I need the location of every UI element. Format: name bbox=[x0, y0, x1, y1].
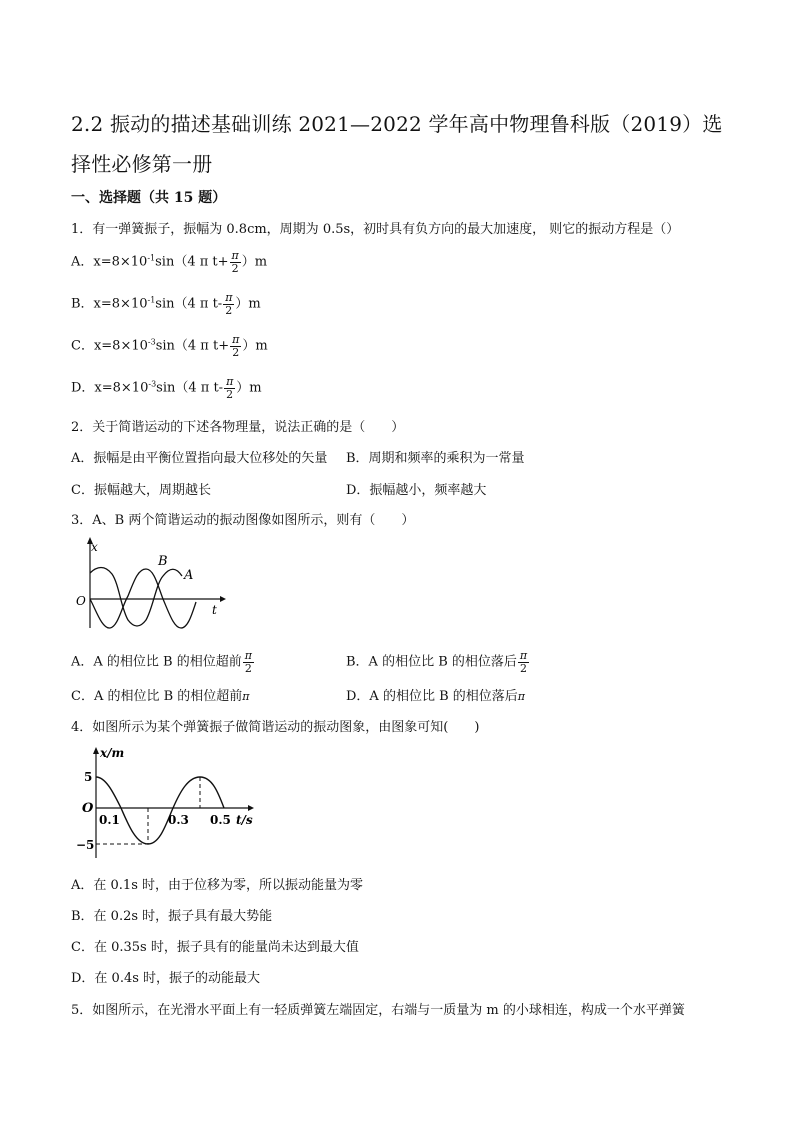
q4-t-arrow bbox=[248, 805, 254, 811]
q3a-fraction bbox=[243, 650, 254, 674]
q4-y-bottom-tick: −5 bbox=[76, 838, 95, 852]
fraction-numerator: π bbox=[519, 649, 528, 662]
q3-vibration-graph bbox=[70, 536, 230, 636]
q3-stem: 3．A、B 两个简谐运动的振动图像如图所示，则有（ ） bbox=[71, 513, 415, 528]
q2-option-c[interactable]: C．振幅越大，周期越长 bbox=[71, 483, 211, 498]
q1c-fraction bbox=[230, 334, 241, 358]
q3d-pi: π bbox=[517, 690, 525, 703]
q3-t-arrow bbox=[220, 596, 226, 602]
q4-option-c[interactable]: C．在 0.35s 时，振子具有的能量尚未达到最大值 bbox=[71, 940, 359, 955]
q4-x-tick-0.3: 0.3 bbox=[168, 813, 189, 827]
q4-curve bbox=[96, 777, 224, 844]
q1-option-a[interactable] bbox=[71, 250, 267, 274]
q4-vibration-graph bbox=[72, 742, 262, 860]
q1a-mid: sin（4 π t+ bbox=[155, 254, 229, 270]
q5-stem: 5．如图所示，在光滑水平面上有一轻质弹簧左端固定，右端与一质量为 m 的小球相连，构成一个水平弹簧 bbox=[71, 1003, 685, 1018]
q1d-fraction bbox=[224, 376, 235, 400]
q4-stem: 4．如图所示为某个弹簧振子做简谐运动的振动图象，由图象可知( ) bbox=[71, 720, 480, 735]
fraction-numerator: π bbox=[244, 649, 252, 662]
q4-t-label: t/s bbox=[236, 813, 253, 827]
q2-stem: 2．关于简谐运动的下述各物理量，说法正确的是（ ） bbox=[71, 420, 405, 435]
q3b-text: B．A 的相位比 B 的相位落后 bbox=[346, 654, 517, 670]
q3-t-label: t bbox=[212, 603, 217, 617]
fraction-denominator: 2 bbox=[520, 661, 528, 675]
fraction-denominator: 2 bbox=[244, 661, 252, 675]
section-heading: 一、选择题（共 15 题） bbox=[71, 190, 227, 206]
q3-curve-b-label: B bbox=[158, 554, 168, 569]
q1a-post: ）m bbox=[241, 254, 268, 270]
fraction-denominator: 2 bbox=[226, 387, 234, 401]
fraction-denominator: 2 bbox=[231, 261, 239, 275]
q1a-pre: A．x=8×10 bbox=[71, 254, 148, 270]
q3-option-d[interactable] bbox=[346, 685, 525, 704]
q1d-pre: D．x=8×10 bbox=[71, 380, 149, 396]
q1-option-c[interactable] bbox=[71, 334, 268, 358]
q1-option-d[interactable] bbox=[71, 376, 262, 400]
q4-y-label: x/m bbox=[100, 746, 125, 760]
doc-title-line2: 择性必修第一册 bbox=[71, 152, 213, 176]
q1-stem: 1．有一弹簧振子，振幅为 0.8cm，周期为 0.5s，初时具有负方向的最大加速度， 则它的振动方程是（） bbox=[71, 222, 680, 237]
q1d-post: ）m bbox=[236, 380, 262, 396]
q4-option-b[interactable]: B．在 0.2s 时，振子具有最大势能 bbox=[71, 909, 273, 924]
q1b-pre: B．x=8×10 bbox=[71, 296, 148, 312]
q1c-post: ）m bbox=[242, 338, 268, 354]
q1d-exp: -3 bbox=[148, 379, 157, 389]
q2-option-a[interactable]: A．振幅是由平衡位置指向最大位移处的矢量 bbox=[71, 451, 328, 466]
q3-x-label: x bbox=[91, 540, 98, 554]
q3a-text: A．A 的相位比 B 的相位超前 bbox=[71, 654, 242, 670]
q3c-pi: π bbox=[242, 690, 250, 703]
q4-option-d[interactable]: D．在 0.4s 时，振子的动能最大 bbox=[71, 971, 261, 986]
fraction-denominator: 2 bbox=[232, 345, 240, 359]
fraction-numerator: π bbox=[232, 333, 240, 346]
q1b-fraction bbox=[223, 292, 234, 316]
q1-option-b[interactable] bbox=[71, 292, 261, 316]
q4-y-top-tick: 5 bbox=[84, 770, 93, 784]
q2-option-d[interactable]: D．振幅越小，频率越大 bbox=[346, 483, 487, 498]
fraction-numerator: π bbox=[226, 375, 234, 388]
q1c-mid: sin（4 π t+ bbox=[155, 338, 230, 354]
q4-option-a[interactable]: A．在 0.1s 时，由于位移为零，所以振动能量为零 bbox=[71, 878, 363, 893]
q4-x-tick-0.5: 0.5 bbox=[210, 813, 231, 827]
fraction-numerator: π bbox=[225, 291, 233, 304]
fraction-numerator: π bbox=[231, 249, 239, 262]
q1b-mid: sin（4 π t- bbox=[155, 296, 223, 312]
q3-option-c[interactable] bbox=[71, 685, 250, 704]
q4-origin-label: O bbox=[82, 801, 94, 816]
q1a-exp: -1 bbox=[147, 253, 156, 263]
q3-option-a[interactable] bbox=[71, 650, 255, 674]
q4-x-arrow bbox=[93, 747, 99, 754]
q1a-fraction bbox=[230, 250, 241, 274]
q4-x-tick-0.1: 0.1 bbox=[99, 813, 120, 827]
q1b-post: ）m bbox=[235, 296, 261, 312]
q2-option-b[interactable]: B．周期和频率的乘积为一常量 bbox=[346, 451, 525, 466]
q3c-text: C．A 的相位比 B 的相位超前 bbox=[71, 689, 243, 704]
fraction-denominator: 2 bbox=[225, 303, 233, 317]
q3-origin-label: O bbox=[76, 594, 86, 608]
q3b-fraction bbox=[518, 650, 529, 674]
q1c-exp: -3 bbox=[147, 337, 156, 347]
q3-curve-a-label: A bbox=[184, 568, 194, 583]
q3d-text: D．A 的相位比 B 的相位落后 bbox=[346, 689, 518, 704]
q1d-mid: sin（4 π t- bbox=[156, 380, 224, 396]
q1c-pre: C．x=8×10 bbox=[71, 338, 148, 354]
q3-option-b[interactable] bbox=[346, 650, 530, 674]
doc-title-line1: 2.2 振动的描述基础训练 2021—2022 学年高中物理鲁科版（2019）选 bbox=[71, 112, 723, 136]
q1b-exp: -1 bbox=[147, 295, 156, 305]
